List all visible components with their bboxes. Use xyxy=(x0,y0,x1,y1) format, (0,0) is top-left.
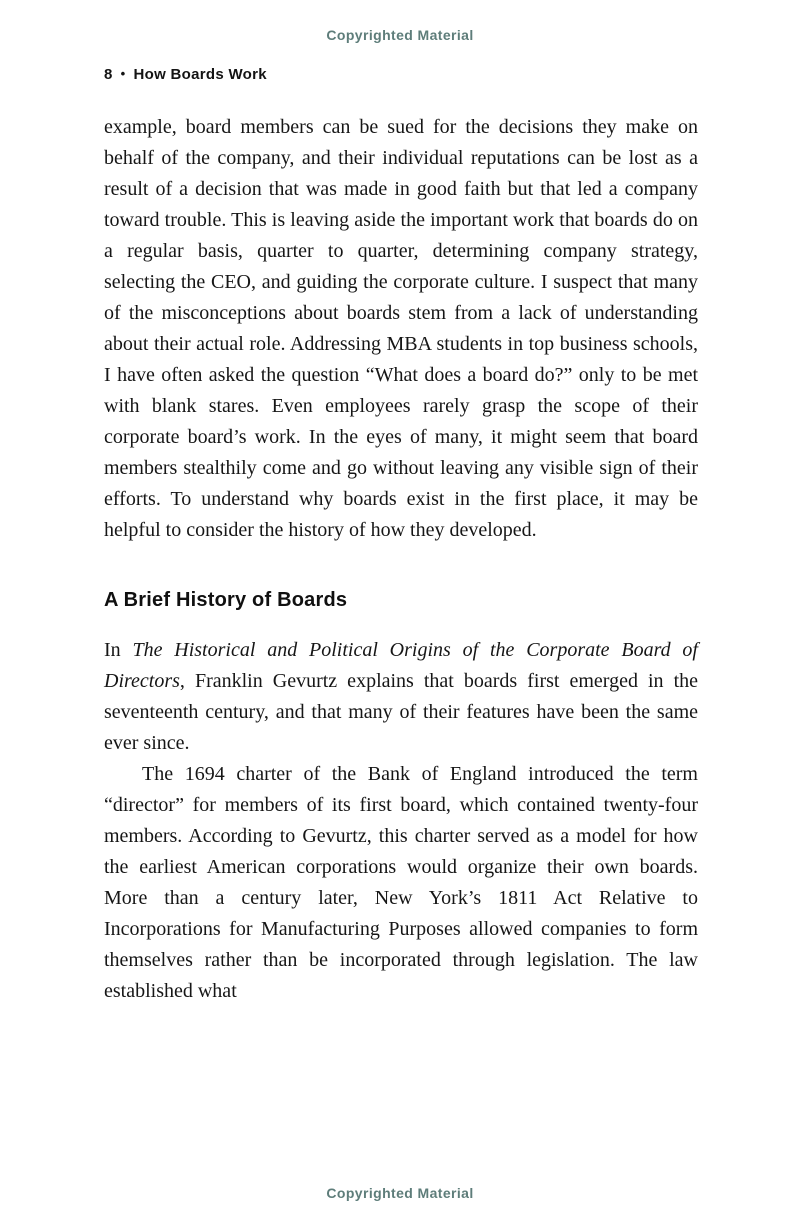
section-heading: A Brief History of Boards xyxy=(104,589,348,611)
page-number: 8 xyxy=(104,66,113,83)
page-content xyxy=(104,112,698,1007)
watermark-top: Copyrighted Material xyxy=(326,27,474,43)
page-header xyxy=(104,66,267,83)
paragraph-2 xyxy=(104,635,698,759)
header-separator: • xyxy=(120,66,126,81)
paragraph-2-rest: , Franklin Gevurtz explains that boards first emerged in the seventeenth century, and that many of their features have been the same ever since. xyxy=(104,670,698,754)
book-title: How Boards Work xyxy=(133,66,267,83)
watermark-bottom: Copyrighted Material xyxy=(326,1185,474,1201)
paragraph-1: example, board members can be sued for the decisions they make on behalf of the company, and their individual reputations can be lost as a result of a decision that was made in good faith but that led a company toward trouble. This is leaving aside the important work that boards do on a regular basis, quarter to quarter, determining company strategy, selecting the CEO, and guiding the corporate culture. I suspect that many of the misconceptions about boards stem from a lack of understanding about their actual role. Addressing MBA students in top business schools, I have often asked the question “What does a board do?” only to be met with blank stares. Even employees rarely grasp the scope of their corporate board’s work. In the eyes of many, it might seem that board members stealthily come and go without leaving any visible sign of their efforts. To understand why boards exist in the first place, it may be helpful to consider the history of how they developed. xyxy=(104,116,698,541)
cited-book-title: The Historical and Political Origins of the Corporate Board of Directors xyxy=(104,639,698,692)
paragraph-2-lead: In xyxy=(104,639,133,661)
paragraph-3: The 1694 charter of the Bank of England introduced the term “director” for members of its first board, which contained twenty-four members. According to Gevurtz, this charter served as a model for how the earliest American corporations would organize their own boards. More than a century later, New York’s 1811 Act Relative to Incorporations for Manufacturing Purposes allowed companies to form themselves rather than be incorporated through legislation. The law established what xyxy=(104,763,698,1002)
